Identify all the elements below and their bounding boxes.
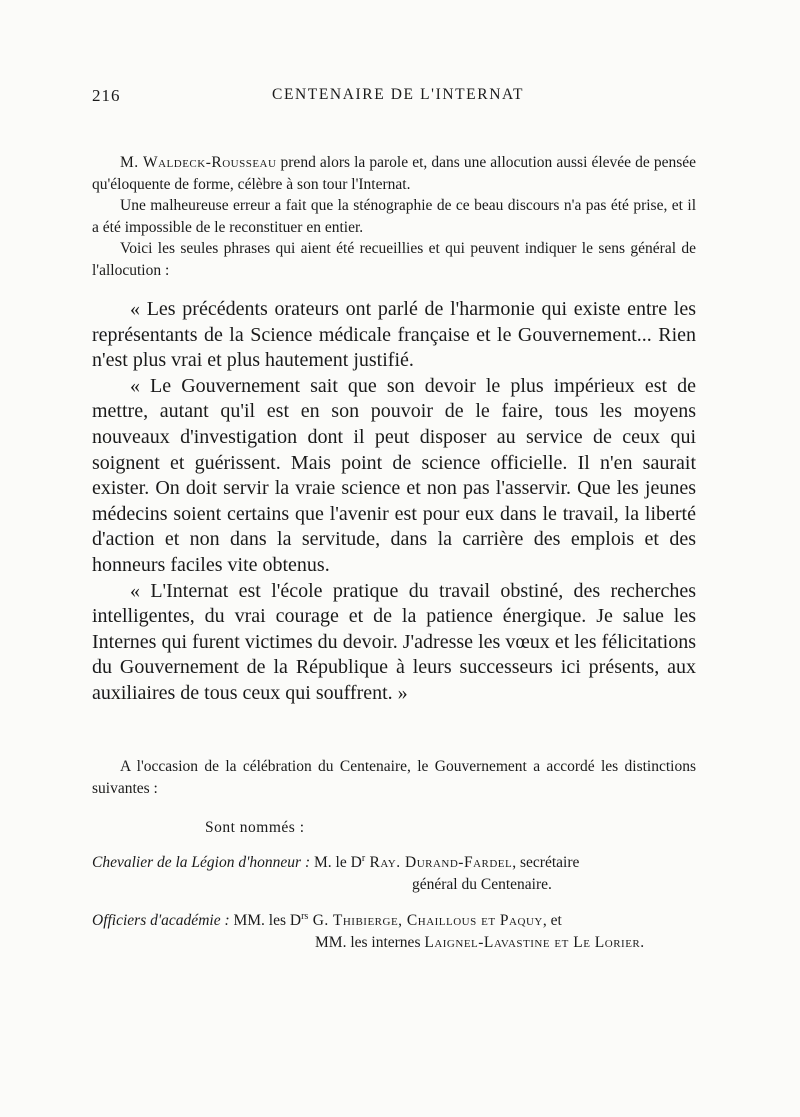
honor-entry-academie: [92, 910, 712, 954]
honor-line2-prefix: MM. les internes: [315, 934, 425, 951]
honor-title: Chevalier de la Légion d'honneur :: [92, 854, 311, 871]
page-header: [92, 86, 708, 110]
nominated-label: Sont nommés :: [205, 819, 305, 836]
intro-paragraph: Une malheureuse erreur a fait que la sténographie de ce beau discours n'a pas été prise, et il a été impossible de le reconstituer en entier.: [92, 197, 696, 236]
page-number: 216: [92, 86, 121, 105]
honor-suffix: , et: [542, 912, 562, 929]
speaker-name: M. Waldeck-Rousseau: [120, 154, 277, 171]
honor-prefix: MM. les D: [229, 912, 302, 929]
running-title: CENTENAIRE DE L'INTERNAT: [272, 86, 525, 103]
intro-section: [92, 152, 696, 281]
honoree-name: Ray. Durand-Fardel: [365, 854, 513, 871]
honor-line: [92, 852, 712, 874]
honor-entry-legion: [92, 852, 712, 896]
announcement: [92, 756, 696, 799]
speech-paragraph: « Les précédents orateurs ont parlé de l'harmonie qui existe entre les représentants de la Science médicale française et le Gouvernement... Rien n'est plus vrai et plus hautement justifié.: [92, 298, 696, 372]
announcement-paragraph: A l'occasion de la célébration du Centenaire, le Gouvernement a accordé les distinctions suivantes :: [92, 758, 696, 797]
speech-paragraph: « Le Gouvernement sait que son devoir le plus impérieux est de mettre, autant qu'il est en son pouvoir de le faire, tous les moyens nouveaux d'investigation dont il peut disposer au service de ceux qui soignent et guérissent. Mais point de science officielle. Il n'en saurait exister. On doit servir la vraie science et non pas l'asservir. Que les jeunes médecins soient certains que l'avenir est pour eux dans le travail, la liberté d'action et non dans la servitude, dans la carrière des emplois et des honneurs faciles vite obtenus.: [92, 374, 696, 576]
honor-prefix: M. le D: [310, 854, 362, 871]
intro-paragraph: Voici les seules phrases qui aient été recueillies et qui peuvent indiquer le sens général de l'allocution :: [92, 240, 696, 279]
speech-paragraph: « L'Internat est l'école pratique du travail obstiné, des recherches intelligentes, du vrai courage et de la patience énergique. Je salue les Internes qui furent victimes du devoir. J'adresse les vœux et les félicitations du Gouvernement de la République à leurs successeurs ici présents, aux auxiliaires de tous ceux qui souffrent. »: [92, 579, 696, 704]
honoree-names: Laignel-Lavastine et Le Lorier.: [424, 934, 645, 951]
honor-line: [92, 910, 712, 932]
intro-paragraph-text: prend alors la parole et, dans une allocution aussi élevée de pensée qu'éloquente de forme, célèbre à son tour l'Internat.: [92, 154, 697, 193]
honoree-names: G. Thibierge, Chaillous et Paquy: [308, 912, 543, 929]
honor-sup: rs: [301, 910, 309, 922]
honor-line: [92, 932, 712, 954]
speech-quote: [92, 297, 696, 707]
honor-line: général du Centenaire.: [412, 876, 552, 893]
honor-title: Officiers d'académie :: [92, 912, 230, 929]
honor-suffix: , secrétaire: [512, 854, 580, 871]
intro-paragraph: [92, 152, 696, 195]
honor-sup: r: [361, 852, 366, 864]
